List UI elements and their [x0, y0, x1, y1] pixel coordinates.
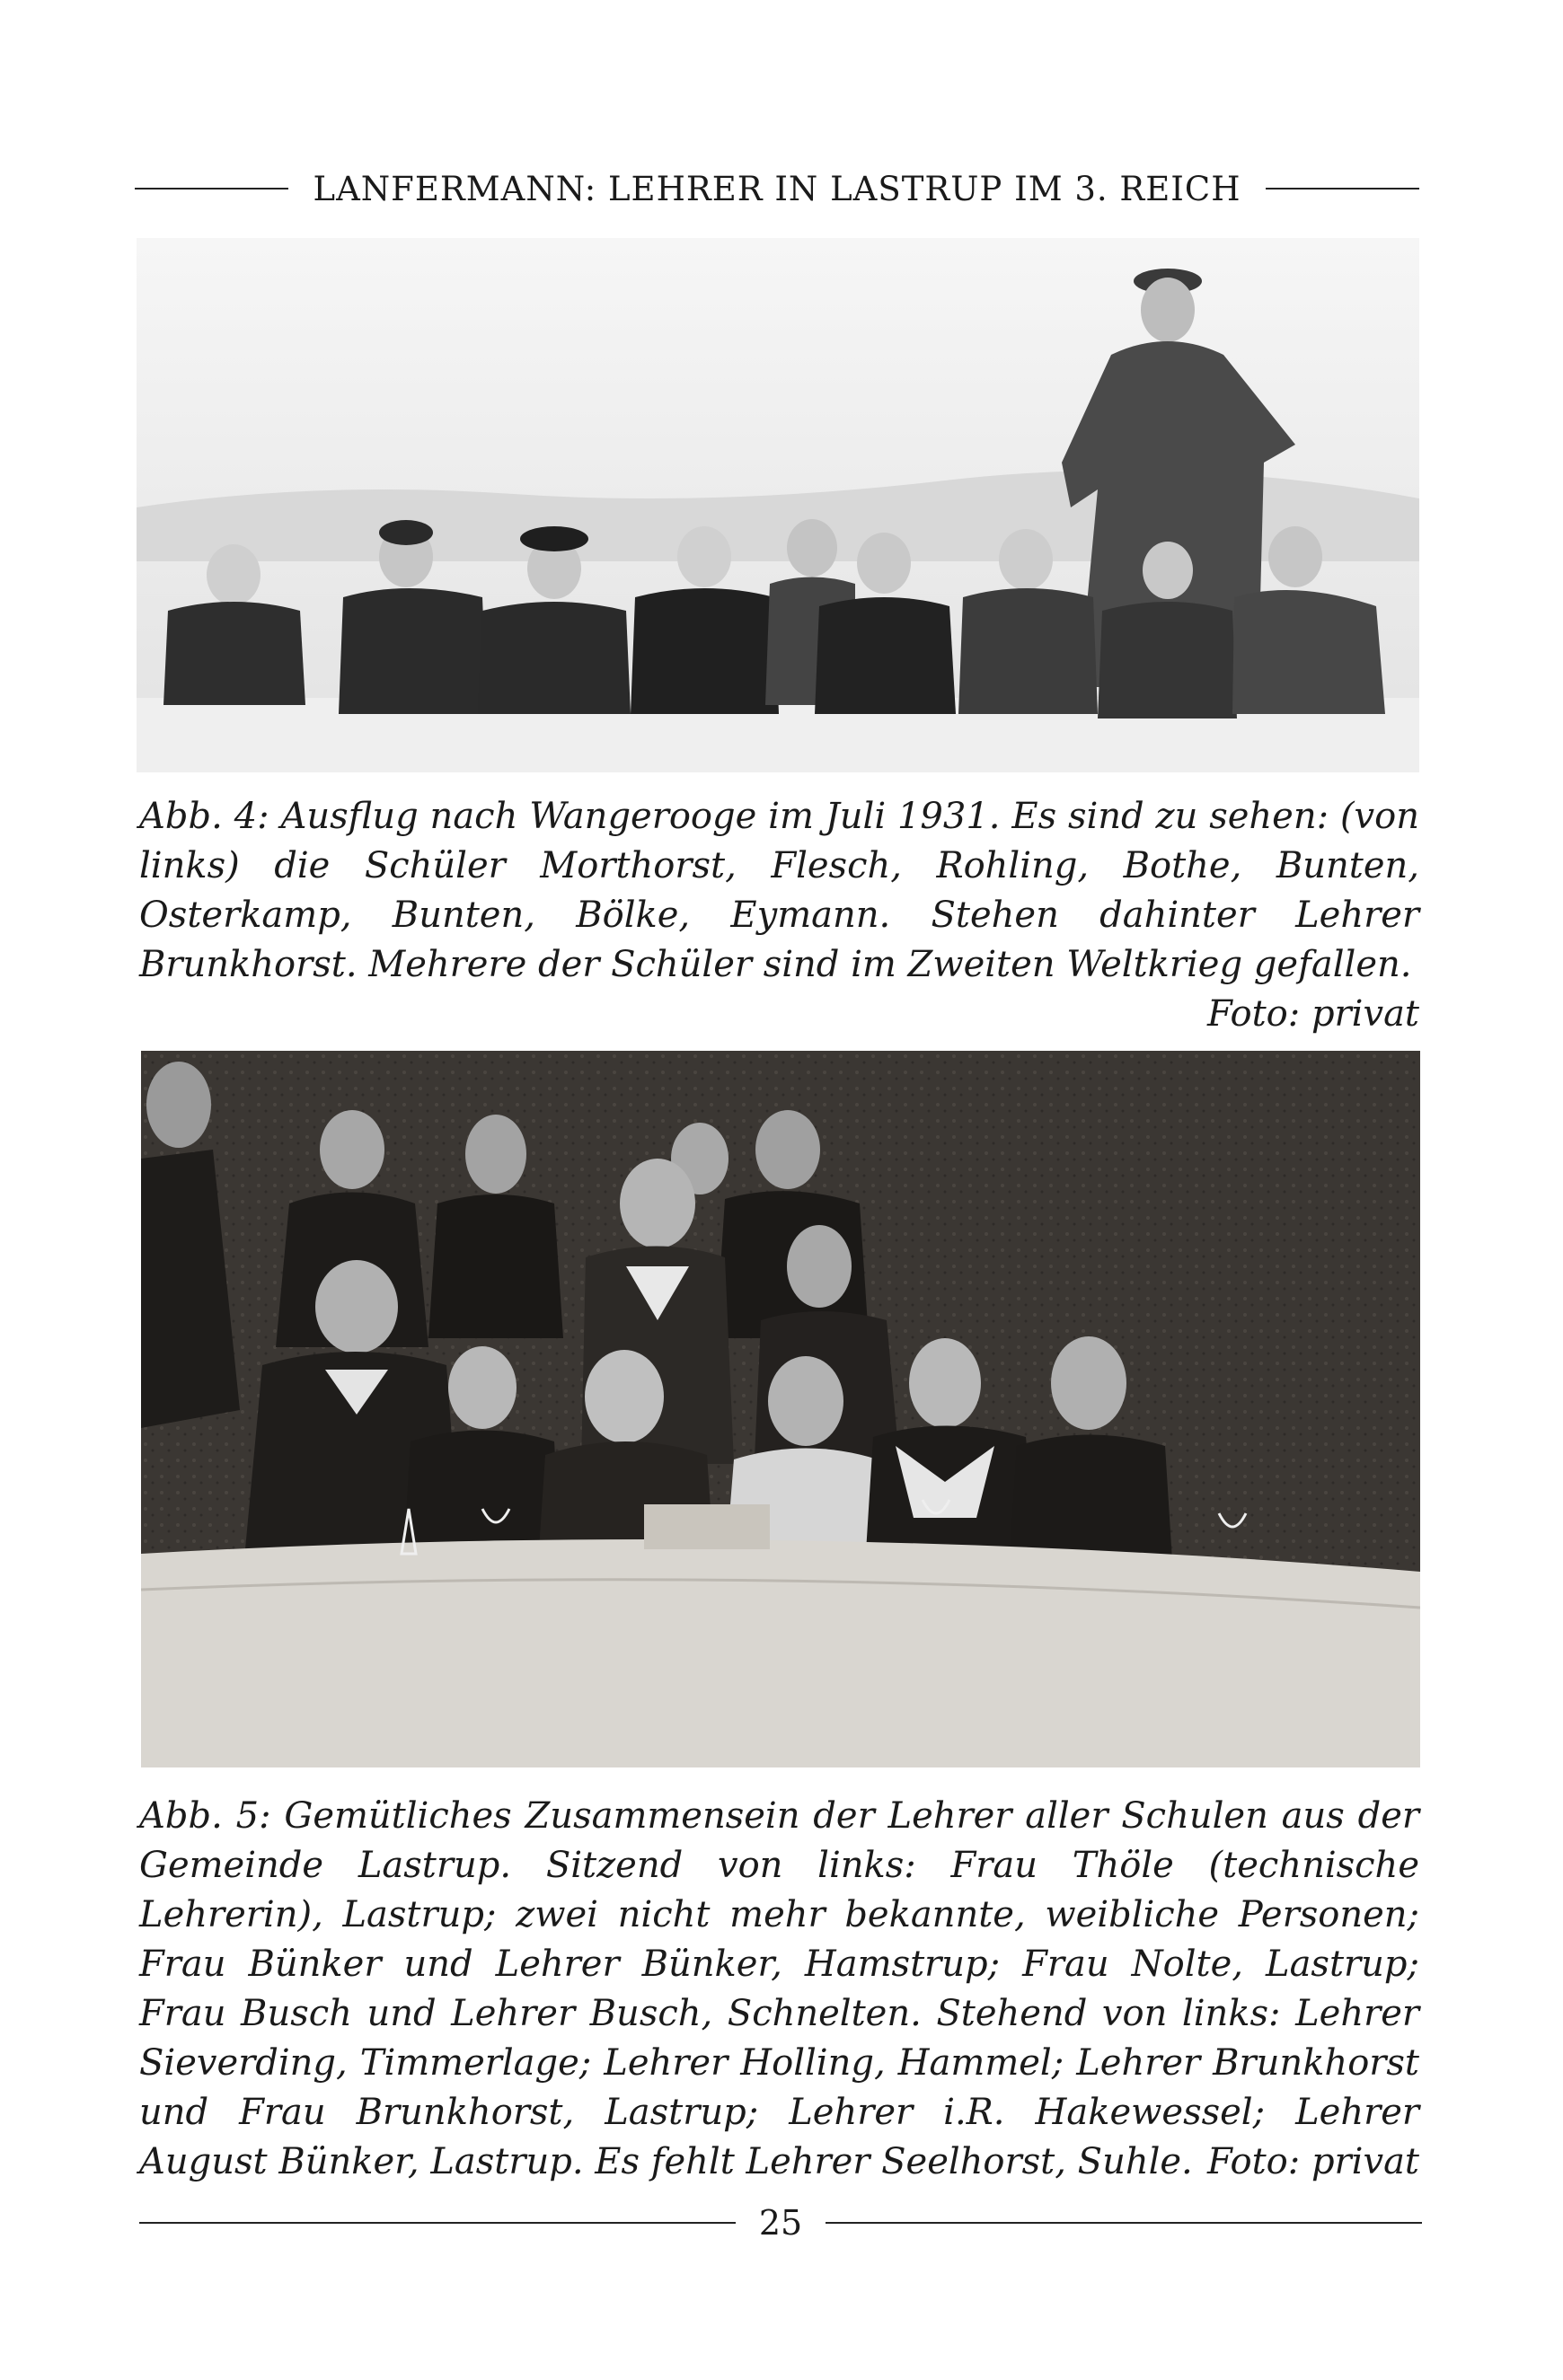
figure-4-caption: [139, 792, 1419, 1039]
running-title: LANFERMANN: LEHRER IN LASTRUP IM 3. REICH: [313, 169, 1241, 208]
figure-5-caption: [139, 1792, 1419, 2187]
page-number: 25: [758, 2203, 803, 2243]
photo-teachers-gathering: [141, 1051, 1420, 1767]
figure-4-caption-text: Abb. 4: Ausflug nach Wangerooge im Juli 1931. Es sind zu sehen: (von links) die Schüler Morthorst, Flesch, Rohling, Bothe, Bunten, Osterkamp, Bunten, Bölke, Eymann. Stehen dahinter Lehrer Brunkhorst. Mehrere der Schüler sind im Zweiten Weltkrieg gefallen.: [139, 796, 1419, 985]
figure-4-credit: Foto: privat: [1206, 993, 1419, 1035]
running-header: [135, 162, 1419, 216]
page-footer: [139, 2200, 1422, 2245]
footer-rule-left: [139, 2222, 736, 2224]
header-rule-right: [1266, 188, 1419, 190]
figure-5-caption-text: Abb. 5: Gemütliches Zusammensein der Lehrer aller Schulen aus der Gemeinde Lastrup. Sitzend von links: Frau Thöle (technische Lehrerin), Lastrup; zwei nicht mehr bekannte, weibliche Personen; Frau Bünker und Lehrer Bünker, Hamstrup; Frau Nolte, Lastrup; Frau Busch und Lehrer Busch, Schnelten. Stehend von links: Lehrer Sieverding, Timmerlage; Lehrer Holling, Hammel; Lehrer Brunkhorst und Frau Brunkhorst, Lastrup; Lehrer i.R. Hakewessel; Lehrer August Bünker, Lastrup. Es fehlt Lehrer Seelhorst, Suhle.: [139, 1795, 1419, 2182]
header-rule-left: [135, 188, 288, 190]
footer-rule-right: [826, 2222, 1422, 2224]
figure-5-credit: Foto: privat: [1206, 2141, 1419, 2182]
photo-excursion-wangerooge: [137, 238, 1419, 772]
